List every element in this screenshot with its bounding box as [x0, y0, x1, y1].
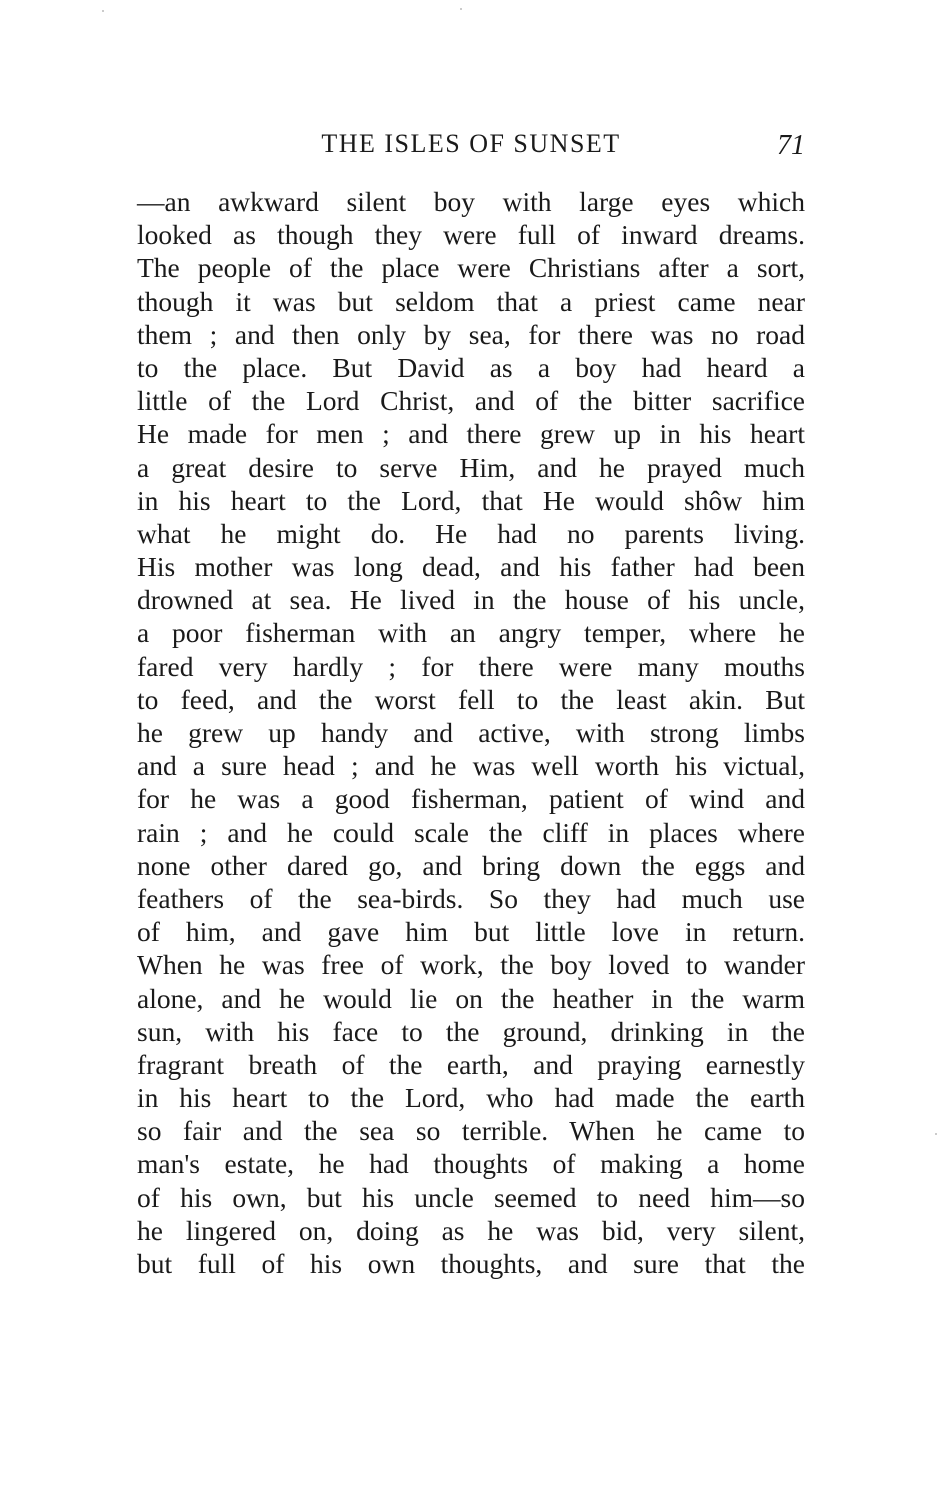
- text-line: for he was a good fisherman, patient of wind and: [137, 783, 805, 815]
- body-text: [137, 185, 805, 1280]
- text-line: he grew up handy and active, with strong limbs: [137, 717, 805, 748]
- scan-speck: [102, 10, 104, 12]
- text-line: fared very hardly ; for there were many mouths: [137, 650, 805, 682]
- text-line: feathers of the sea-birds. So they had much use: [137, 882, 805, 914]
- text-line: them ; and then only by sea, for there was no road: [137, 318, 805, 350]
- text-line: looked as though they were full of inward dreams.: [137, 219, 805, 251]
- text-line: but full of his own thoughts, and sure that the: [137, 1248, 805, 1279]
- text-line: a great desire to serve Him, and he prayed much: [137, 451, 805, 483]
- text-line: His mother was long dead, and his father had been: [137, 551, 805, 583]
- text-line: in his heart to the Lord, that He would shôw him: [137, 484, 805, 516]
- text-line: rain ; and he could scale the cliff in places where: [137, 816, 805, 848]
- text-line: and a sure head ; and he was well worth his victual,: [137, 750, 805, 782]
- text-line: When he was free of work, the boy loved to wander: [137, 949, 805, 981]
- text-line: sun, with his face to the ground, drinking in the: [137, 1015, 805, 1047]
- text-line: alone, and he would lie on the heather in the warm: [137, 982, 805, 1014]
- text-line: in his heart to the Lord, who had made the earth: [137, 1082, 805, 1114]
- text-line: he lingered on, doing as he was bid, very silent,: [137, 1214, 805, 1246]
- page-number: 71: [777, 130, 805, 161]
- text-line: a poor fisherman with an angry temper, where he: [137, 617, 805, 649]
- text-line: none other dared go, and bring down the eggs and: [137, 849, 805, 881]
- scan-speck: [460, 8, 462, 10]
- text-line: The people of the place were Christians after a sort,: [137, 252, 805, 284]
- text-line: so fair and the sea so terrible. When he came to: [137, 1115, 805, 1147]
- text-line: of him, and gave him but little love in return.: [137, 916, 805, 948]
- text-line: —an awkward silent boy with large eyes which: [137, 186, 805, 217]
- text-line: of his own, but his uncle seemed to need him—so: [137, 1181, 805, 1213]
- text-line: what he might do. He had no parents living.: [137, 517, 805, 549]
- text-line: fragrant breath of the earth, and praying earnestly: [137, 1048, 805, 1080]
- text-line: though it was but seldom that a priest came near: [137, 285, 805, 317]
- running-title: THE ISLES OF SUNSET: [321, 129, 621, 158]
- text-line: drowned at sea. He lived in the house of his uncle,: [137, 584, 805, 616]
- text-line: man's estate, he had thoughts of making a home: [137, 1148, 805, 1180]
- text-line: little of the Lord Christ, and of the bitter sacrifice: [137, 385, 805, 417]
- text-line: to feed, and the worst fell to the least akin. But: [137, 683, 805, 715]
- page-header: [137, 124, 805, 164]
- scan-speck: [935, 1133, 937, 1135]
- text-line: to the place. But David as a boy had heard a: [137, 351, 805, 383]
- text-line: He made for men ; and there grew up in his heart: [137, 418, 805, 450]
